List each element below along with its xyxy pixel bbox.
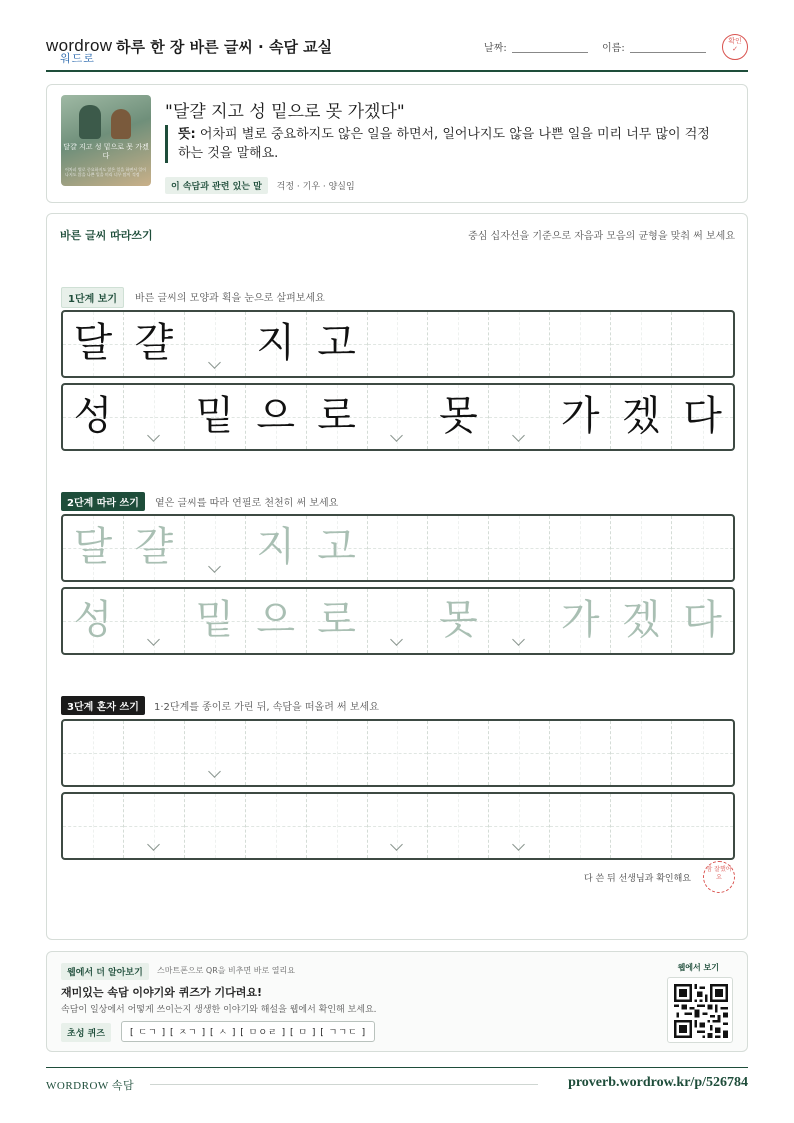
grid-cell[interactable] (428, 721, 489, 785)
meaning-label: 뜻: (178, 127, 196, 142)
grid-cell[interactable] (550, 794, 611, 858)
space-mark-icon (207, 771, 223, 779)
grid-cell[interactable] (246, 794, 307, 858)
person-figure (79, 105, 101, 139)
grid-cell (489, 385, 550, 449)
grid-cell[interactable] (489, 721, 550, 785)
grid-cell (124, 312, 185, 376)
date-label: 날짜: (484, 43, 507, 54)
trace-character: 고 (317, 524, 356, 570)
trace-character: 밑 (195, 597, 235, 643)
trace-character: 성 (73, 597, 113, 643)
grid-cell[interactable] (307, 721, 368, 785)
model-character: 달 (73, 320, 113, 366)
model-character: 가 (560, 393, 600, 439)
space-mark-icon (389, 844, 405, 852)
grid-cell (428, 312, 489, 376)
trace-character: 걀 (134, 524, 174, 570)
trace-character: 가 (560, 597, 600, 643)
related-list: 걱정 · 기우 · 양실임 (276, 182, 355, 192)
model-character: 로 (317, 393, 356, 439)
step3-row-2[interactable] (61, 792, 735, 860)
grid-cell[interactable] (307, 794, 368, 858)
step2-desc: 옅은 글씨를 따라 연필로 천천히 써 보세요 (155, 498, 339, 509)
space-mark-icon (389, 639, 405, 647)
grid-cell (246, 385, 307, 449)
grid-cell (550, 312, 611, 376)
grid-cell (489, 312, 550, 376)
grid-cell[interactable] (124, 721, 185, 785)
proverb-text: "달걀 지고 성 밑으로 못 가겠다" (165, 102, 405, 122)
trace-character: 다 (683, 597, 722, 643)
learn-more-headline: 재미있는 속담 이야기와 퀴즈가 기다려요! (61, 986, 262, 999)
practice-note: 중심 십자선을 기준으로 자음과 모음의 균형을 맞춰 써 보세요 (468, 231, 735, 242)
proverb-meaning (165, 125, 721, 163)
space-mark-icon (207, 566, 223, 574)
grid-cell[interactable] (428, 589, 489, 653)
step3-label: 3단계 혼자 쓰기 (61, 696, 145, 715)
grid-cell[interactable] (63, 589, 124, 653)
illustration-title: 달걀 지고 성 밑으로 못 가겠다 (63, 143, 149, 160)
qr-note: 스마트폰으로 QR을 비추면 바로 열리요 (157, 966, 295, 975)
trace-character: 로 (317, 597, 356, 643)
web-view-label: 웹에서 보기 (677, 963, 719, 972)
quiz-label: 초성 퀴즈 (61, 1023, 111, 1042)
grid-cell (428, 385, 489, 449)
grid-cell[interactable] (246, 589, 307, 653)
grid-cell (672, 385, 733, 449)
grid-cell (185, 385, 246, 449)
grid-cell[interactable] (428, 794, 489, 858)
grid-cell[interactable] (368, 589, 429, 653)
confirm-stamp-icon: 확인 ✓ (722, 34, 748, 60)
model-character: 고 (317, 320, 356, 366)
model-character: 겠 (621, 393, 661, 439)
wordrow-logo (46, 36, 113, 65)
learn-more-section (46, 951, 748, 1052)
grid-cell[interactable] (246, 721, 307, 785)
well-done-stamp-icon (703, 861, 735, 893)
grid-cells (63, 794, 733, 858)
grid-cell (611, 385, 672, 449)
grid-cell[interactable] (185, 589, 246, 653)
grid-cell[interactable] (63, 794, 124, 858)
learn-more-tag: 웹에서 더 알아보기 (61, 963, 149, 980)
space-mark-icon (146, 844, 162, 852)
step2-row-2[interactable] (61, 587, 735, 655)
model-character: 못 (439, 393, 478, 439)
grid-cells (63, 385, 733, 449)
space-mark-icon (511, 435, 527, 443)
grid-cell[interactable] (672, 794, 733, 858)
grid-cell (368, 385, 429, 449)
grid-cells (63, 312, 733, 376)
step3-desc: 1·2단계를 종이로 가린 뒤, 속담을 떠올려 써 보세요 (154, 702, 379, 713)
grid-cell[interactable] (63, 516, 124, 580)
stamp-label: 확인 (728, 37, 742, 45)
grid-cell (368, 312, 429, 376)
grid-cell[interactable] (246, 516, 307, 580)
footer-divider (150, 1084, 538, 1085)
trace-character: 지 (256, 524, 295, 570)
trace-character: 으 (256, 597, 295, 643)
grid-cell[interactable] (550, 589, 611, 653)
page-footer (46, 1067, 748, 1099)
grid-cell[interactable] (307, 516, 368, 580)
trace-character: 겠 (621, 597, 661, 643)
name-label: 이름: (602, 43, 625, 54)
meaning-text: 어차피 별로 중요하지도 않은 일을 하면서, 일어나지도 않을 나쁜 일을 미리 너무 많이 걱정하는 것을 말해요. (178, 127, 710, 161)
handwriting-practice (46, 213, 748, 940)
step1-desc: 바른 글씨의 모양과 획을 눈으로 살펴보세요 (135, 293, 325, 304)
grid-cell[interactable] (489, 794, 550, 858)
grid-cell[interactable] (489, 589, 550, 653)
grid-cell[interactable] (124, 516, 185, 580)
trace-character: 못 (439, 597, 478, 643)
proverb-illustration (61, 95, 151, 186)
grid-cell[interactable] (611, 589, 672, 653)
grid-cell (672, 312, 733, 376)
step2-row-1[interactable] (61, 514, 735, 582)
grid-cell (185, 312, 246, 376)
grid-cell[interactable] (307, 589, 368, 653)
grid-cell[interactable] (185, 721, 246, 785)
grid-cell[interactable] (368, 794, 429, 858)
grid-cell (611, 312, 672, 376)
model-character: 으 (256, 393, 295, 439)
grid-cell[interactable] (672, 721, 733, 785)
grid-cell (63, 312, 124, 376)
grid-cells (63, 516, 733, 580)
chosung-quiz: [ ㄷㄱ ] [ ㅈㄱ ] [ ㅅ ] [ ㅁㅇㄹ ] [ ㅁ ] [ ㄱㄱㄷ ] (121, 1021, 375, 1042)
grid-cell (550, 385, 611, 449)
grid-cell[interactable] (611, 721, 672, 785)
step2-label: 2단계 따라 쓰기 (61, 492, 145, 511)
space-mark-icon (511, 639, 527, 647)
model-character: 성 (73, 393, 113, 439)
model-character: 지 (256, 320, 295, 366)
person-figure (111, 109, 131, 139)
grid-cell[interactable] (611, 516, 672, 580)
qr-code-icon[interactable] (667, 977, 733, 1043)
grid-cell (307, 312, 368, 376)
practice-title: 바른 글씨 따라쓰기 (60, 229, 153, 242)
grid-cell[interactable] (489, 516, 550, 580)
step1-row-1 (61, 310, 735, 378)
grid-cell[interactable] (63, 721, 124, 785)
teacher-check-text: 다 쓴 뒤 선생님과 확인해요 (583, 874, 691, 884)
model-character: 걀 (134, 320, 174, 366)
footer-brand: WORDROW 속담 (46, 1080, 135, 1092)
grid-cell[interactable] (672, 516, 733, 580)
model-character: 밑 (195, 393, 235, 439)
illustration-caption: 어차피 별로 중요하지도 않은 일을 하면서 일어나지도 않을 나쁜 일을 미리 너무 많이 걱정 (65, 167, 147, 177)
grid-cell[interactable] (368, 721, 429, 785)
grid-cell (63, 385, 124, 449)
qr-code-graphic (674, 984, 728, 1038)
proverb-card (46, 84, 748, 203)
step3-row-1[interactable] (61, 719, 735, 787)
related-words (165, 177, 355, 194)
grid-cell[interactable] (124, 589, 185, 653)
space-mark-icon (389, 435, 405, 443)
well-done-stamp-label: 참 잘했어요 (706, 866, 732, 881)
grid-cell (246, 312, 307, 376)
space-mark-icon (511, 844, 527, 852)
step1-label: 1단계 보기 (61, 287, 124, 308)
grid-cell[interactable] (368, 516, 429, 580)
logo-sub: 워드로 (60, 53, 95, 65)
grid-cell[interactable] (611, 794, 672, 858)
footer-url[interactable]: proverb.wordrow.kr/p/526784 (568, 1075, 748, 1090)
grid-cell (307, 385, 368, 449)
worksheet-header (46, 30, 748, 72)
grid-cell[interactable] (550, 721, 611, 785)
space-mark-icon (146, 435, 162, 443)
space-mark-icon (146, 639, 162, 647)
grid-cell[interactable] (672, 589, 733, 653)
grid-cell[interactable] (124, 794, 185, 858)
page-title: 하루 한 장 바른 글씨 · 속담 교실 (116, 38, 333, 56)
grid-cell (124, 385, 185, 449)
name-field[interactable] (630, 52, 706, 53)
learn-more-desc: 속담이 일상에서 어떻게 쓰이는지 생생한 이야기와 해설을 웹에서 확인해 보세요. (61, 1005, 377, 1015)
grid-cells (63, 721, 733, 785)
model-character: 다 (683, 393, 722, 439)
grid-cell[interactable] (185, 794, 246, 858)
grid-cell[interactable] (428, 516, 489, 580)
grid-cells (63, 589, 733, 653)
step1-row-2 (61, 383, 735, 451)
space-mark-icon (207, 362, 223, 370)
logo-main: wordrow (46, 36, 113, 55)
related-label: 이 속담과 관련 있는 말 (165, 177, 268, 194)
trace-character: 달 (73, 524, 113, 570)
date-field[interactable] (512, 52, 588, 53)
grid-cell[interactable] (185, 516, 246, 580)
grid-cell[interactable] (550, 516, 611, 580)
